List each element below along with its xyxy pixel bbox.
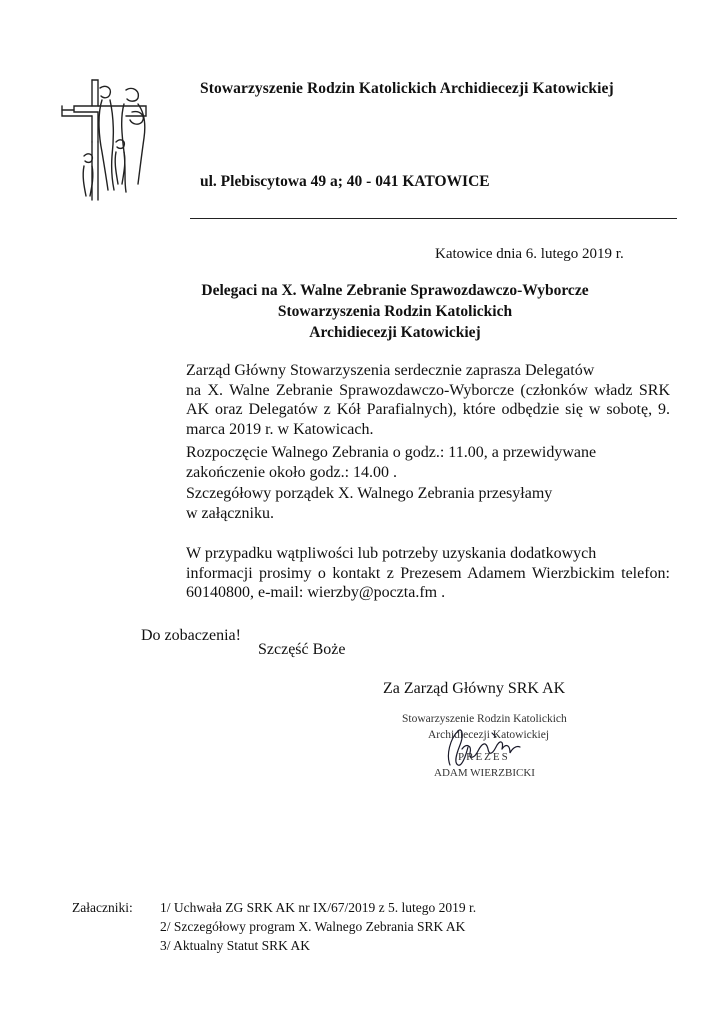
stamp-line-1: Stowarzyszenie Rodzin Katolickich <box>402 713 567 725</box>
title-line-2: Stowarzyszenia Rodzin Katolickich <box>277 303 513 320</box>
paragraph-3-first-line: Szczegółowy porządek X. Walnego Zebrania przesyłamy <box>186 485 553 502</box>
paragraph-start-time <box>186 443 670 482</box>
header-divider <box>190 218 677 219</box>
stamp-line-3: PREZES <box>458 751 510 763</box>
organization-name: Stowarzyszenie Rodzin Katolickich Archidiecezji Katowickiej <box>200 80 614 97</box>
stamp-line-2: Archidiecezji Katowickiej <box>428 729 550 741</box>
attachments-label: Załaczniki: <box>72 900 133 915</box>
letter-title <box>130 280 660 343</box>
attachment-item: 1/ Uchwała ZG SRK AK nr IX/67/2019 z 5. lutego 2019 r. <box>160 900 477 915</box>
attachment-item: 2/ Szczegółowy program X. Walnego Zebrania SRK AK <box>160 919 466 934</box>
title-line-1: Delegaci na X. Walne Zebranie Sprawozdawczo-Wyborcze <box>201 282 589 299</box>
family-cross-logo-icon <box>54 72 164 202</box>
paragraph-3-rest: w załączniku. <box>186 504 274 522</box>
paragraph-contact <box>186 544 670 603</box>
letter-date: Katowice dnia 6. lutego 2019 r. <box>435 246 624 262</box>
official-stamp <box>392 705 592 785</box>
stamp-graphic <box>392 705 592 785</box>
attachment-row <box>72 898 476 917</box>
paragraph-1-first-line: Zarząd Główny Stowarzyszenia serdecznie zaprasza Delegatów <box>186 362 595 379</box>
paragraph-4-rest: informacji prosimy o kontakt z Prezesem Adamem Wierzbickim telefon: 60140800, e-mail: wierzby@poczta.fm . <box>186 564 670 601</box>
closing-blessing: Szczęść Boże <box>258 641 346 658</box>
board-signature-line: Za Zarząd Główny SRK AK <box>383 680 566 697</box>
paragraph-agenda <box>186 484 670 523</box>
attachment-item: 3/ Aktualny Statut SRK AK <box>160 938 311 953</box>
paragraph-1-rest: na X. Walne Zebranie Sprawozdawczo-Wyborcze (członków władz SRK AK oraz Delegatów z Kół Parafialnych), które odbędzie się w sobotę, 9. marca 2019 r. w Katowicach. <box>186 381 670 438</box>
title-line-3: Archidiecezji Katowickiej <box>309 324 481 341</box>
attachments-list <box>72 898 476 955</box>
organization-address: ul. Plebiscytowa 49 a; 40 - 041 KATOWICE <box>200 173 490 190</box>
paragraph-2-rest: zakończenie około godz.: 14.00 . <box>186 463 398 481</box>
paragraph-invitation <box>186 361 670 439</box>
organization-logo <box>54 72 164 202</box>
greeting: Do zobaczenia! <box>141 627 241 644</box>
paragraph-4-first-line: W przypadku wątpliwości lub potrzeby uzyskania dodatkowych <box>186 545 597 562</box>
paragraph-2-first-line: Rozpoczęcie Walnego Zebrania o godz.: 11.00, a przewidywane <box>186 444 597 461</box>
stamp-line-4: ADAM WIERZBICKI <box>434 767 535 779</box>
